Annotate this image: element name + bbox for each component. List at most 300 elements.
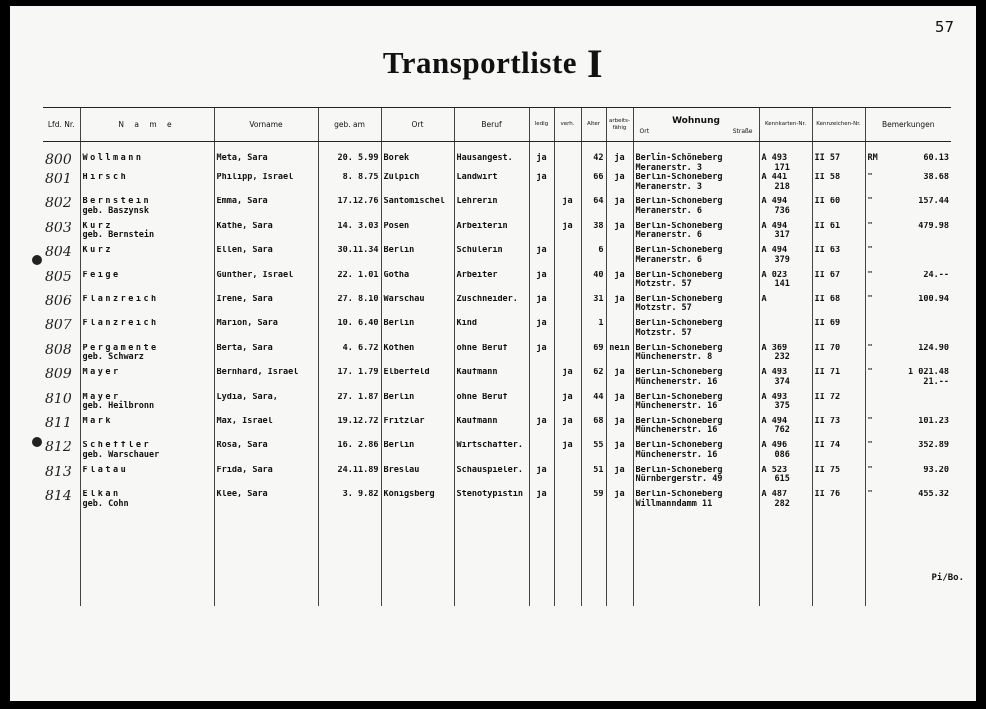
remark-amount: 479.98 bbox=[918, 221, 949, 231]
cell-arbeitsfaehig bbox=[606, 246, 633, 270]
cell-wohnung bbox=[633, 173, 759, 197]
cell-verh: ja bbox=[554, 393, 581, 417]
remark-amount: 100.94 bbox=[918, 294, 949, 304]
cell-vorname: Meta, Sara bbox=[214, 142, 318, 174]
cell-name bbox=[80, 271, 214, 295]
cell-vorname: Philipp, Israel bbox=[214, 173, 318, 197]
cell-vorname: Marion, Sara bbox=[214, 319, 318, 343]
remark-mark: " bbox=[867, 416, 873, 426]
wohnung-strasse: Münchenerstr. 8 bbox=[635, 352, 713, 363]
cell-vorname: Emma, Sara bbox=[214, 197, 318, 221]
remark-amount: 24.-- bbox=[923, 270, 949, 280]
cell-verh bbox=[554, 295, 581, 319]
wohnung-ort: Berlin-Schöneberg bbox=[635, 153, 723, 163]
cell-ledig bbox=[529, 197, 554, 221]
header-nr: Lfd. Nr. bbox=[43, 108, 80, 142]
cell-vorname: Rosa, Sara bbox=[214, 441, 318, 465]
cell-arbeitsfaehig: ja bbox=[606, 417, 633, 441]
row-number: 807 bbox=[45, 319, 72, 334]
cell-verh bbox=[554, 466, 581, 490]
surname: Wollmann bbox=[82, 153, 144, 163]
cell-bemerkungen bbox=[865, 441, 951, 465]
cell-beruf: Landwirt bbox=[454, 173, 529, 197]
kennkarte-line1: A 369 bbox=[761, 343, 788, 353]
cell-beruf: Wirtschafter. bbox=[454, 441, 529, 465]
wohnung-strasse: Meranerstr. 6 bbox=[635, 254, 703, 265]
cell-kennzeichen: II 75 bbox=[812, 466, 865, 490]
cell-alter: 59 bbox=[581, 490, 606, 514]
empty-cell bbox=[812, 514, 865, 606]
surname: Kurz bbox=[82, 221, 113, 231]
cell-wohnung bbox=[633, 295, 759, 319]
cell-name bbox=[80, 173, 214, 197]
cell-beruf: ohne Beruf bbox=[454, 344, 529, 368]
wohnung-strasse: Münchenerstr. 16 bbox=[635, 425, 718, 436]
title-numeral: I bbox=[587, 41, 604, 86]
cell-verh: ja bbox=[554, 417, 581, 441]
cell-arbeitsfaehig: ja bbox=[606, 222, 633, 246]
cell-beruf: Kind bbox=[454, 319, 529, 343]
row-number: 810 bbox=[45, 392, 72, 407]
remark-mark: " bbox=[867, 441, 873, 451]
wohnung-strasse: Motzstr. 57 bbox=[635, 303, 692, 314]
cell-bemerkungen bbox=[865, 222, 951, 246]
cell-ort: Königsberg bbox=[381, 490, 454, 514]
cell-wohnung bbox=[633, 142, 759, 174]
remark-amount-wrap bbox=[908, 368, 949, 387]
empty-table-area bbox=[43, 514, 951, 606]
cell-geb: 16. 2.86 bbox=[318, 441, 381, 465]
row-number: 805 bbox=[45, 270, 72, 285]
cell-ledig: ja bbox=[529, 246, 554, 270]
header-geb: geb. am bbox=[318, 108, 381, 142]
remark-mark: " bbox=[867, 294, 873, 304]
cell-kennzeichen: II 73 bbox=[812, 417, 865, 441]
header-wohnung-ort: Ort bbox=[639, 128, 650, 135]
wohnung-ort: Berlin-Schöneberg bbox=[635, 490, 723, 500]
cell-geb: 24.11.89 bbox=[318, 466, 381, 490]
cell-name bbox=[80, 197, 214, 221]
cell-kennkarte bbox=[759, 295, 812, 319]
remark-amount: 455.32 bbox=[918, 490, 949, 500]
wohnung-strasse: Münchenerstr. 16 bbox=[635, 449, 718, 460]
kennkarte-line1: A 493 bbox=[761, 153, 788, 163]
header-ledig: ledig bbox=[529, 108, 554, 142]
cell-bemerkungen bbox=[865, 466, 951, 490]
empty-cell bbox=[633, 514, 759, 606]
empty-cell bbox=[454, 514, 529, 606]
cell-vorname: Lydia, Sara, bbox=[214, 393, 318, 417]
kennkarte-line1: A 023 bbox=[761, 270, 788, 280]
cell-wohnung bbox=[633, 441, 759, 465]
surname: Mayer bbox=[82, 392, 121, 402]
cell-beruf: Schauspieler. bbox=[454, 466, 529, 490]
empty-cell bbox=[606, 514, 633, 606]
header-beruf: Beruf bbox=[454, 108, 529, 142]
kennkarte-line2: 615 bbox=[774, 474, 790, 485]
remark-amount: 352.89 bbox=[918, 441, 949, 451]
kennkarte-line2: 762 bbox=[774, 425, 790, 436]
wohnung-ort: Berlin-Schöneberg bbox=[635, 246, 723, 256]
table-row bbox=[43, 197, 951, 221]
cell-ort: Fritzlar bbox=[381, 417, 454, 441]
wohnung-ort: Berlin-Schöneberg bbox=[635, 465, 723, 475]
remark-mark: " bbox=[867, 270, 873, 280]
cell-alter: 38 bbox=[581, 222, 606, 246]
cell-name bbox=[80, 466, 214, 490]
empty-cell bbox=[318, 514, 381, 606]
remark-amount-wrap bbox=[918, 222, 949, 232]
remark-mark: " bbox=[867, 197, 873, 207]
empty-cell bbox=[554, 514, 581, 606]
cell-verh bbox=[554, 490, 581, 514]
wohnung-ort: Berlin-Schöneberg bbox=[635, 392, 723, 402]
cell-geb: 17. 1.79 bbox=[318, 368, 381, 392]
cell-bemerkungen bbox=[865, 393, 951, 417]
row-number: 802 bbox=[45, 197, 72, 212]
cell-vorname: Frida, Sara bbox=[214, 466, 318, 490]
cell-name bbox=[80, 222, 214, 246]
page-title bbox=[10, 40, 976, 87]
wohnung-strasse: Motzstr. 57 bbox=[635, 327, 692, 338]
cell-ledig: ja bbox=[529, 271, 554, 295]
wohnung-ort: Berlin-Schöneberg bbox=[635, 368, 723, 378]
table-row bbox=[43, 246, 951, 270]
cell-nr bbox=[43, 222, 80, 246]
remark-amount-wrap bbox=[918, 197, 949, 207]
cell-bemerkungen bbox=[865, 142, 951, 174]
cell-kennkarte bbox=[759, 368, 812, 392]
cell-bemerkungen bbox=[865, 173, 951, 197]
cell-verh: ja bbox=[554, 441, 581, 465]
kennkarte-line2: 086 bbox=[774, 449, 790, 460]
wohnung-ort: Berlin-Schöneberg bbox=[635, 319, 723, 329]
cell-ledig bbox=[529, 441, 554, 465]
cell-nr bbox=[43, 246, 80, 270]
cell-geb: 14. 3.03 bbox=[318, 222, 381, 246]
wohnung-strasse: Münchenerstr. 16 bbox=[635, 401, 718, 412]
birth-name: geb. Schwarz bbox=[82, 352, 144, 363]
row-number: 811 bbox=[45, 416, 72, 431]
cell-ort: Berlin bbox=[381, 441, 454, 465]
cell-wohnung bbox=[633, 490, 759, 514]
table-row bbox=[43, 441, 951, 465]
cell-wohnung bbox=[633, 197, 759, 221]
remark-mark: RM bbox=[867, 153, 878, 163]
surname: Flanzreich bbox=[82, 319, 159, 329]
kennkarte-line1: A 494 bbox=[761, 246, 788, 256]
cell-beruf: Kaufmann bbox=[454, 417, 529, 441]
cell-geb: 27. 8.10 bbox=[318, 295, 381, 319]
cell-kennkarte bbox=[759, 246, 812, 270]
remark-amount: 101.23 bbox=[918, 416, 949, 426]
empty-cell bbox=[80, 514, 214, 606]
punch-hole-mark bbox=[32, 255, 42, 265]
cell-ort: Berlin bbox=[381, 319, 454, 343]
cell-ort: Köthen bbox=[381, 344, 454, 368]
cell-name bbox=[80, 441, 214, 465]
cell-nr bbox=[43, 490, 80, 514]
cell-nr bbox=[43, 173, 80, 197]
wohnung-ort: Berlin-Schöneberg bbox=[635, 294, 723, 304]
wohnung-strasse: Motzstr. 57 bbox=[635, 279, 692, 290]
table-header bbox=[43, 108, 951, 142]
header-bemerkungen: Bemerkungen bbox=[865, 108, 951, 142]
cell-alter: 55 bbox=[581, 441, 606, 465]
cell-vorname: Klee, Sara bbox=[214, 490, 318, 514]
header-verh: verh. bbox=[554, 108, 581, 142]
cell-wohnung bbox=[633, 368, 759, 392]
cell-kennkarte bbox=[759, 142, 812, 174]
cell-ledig: ja bbox=[529, 295, 554, 319]
cell-nr bbox=[43, 295, 80, 319]
cell-bemerkungen bbox=[865, 197, 951, 221]
cell-alter: 66 bbox=[581, 173, 606, 197]
cell-wohnung bbox=[633, 393, 759, 417]
cell-verh: ja bbox=[554, 222, 581, 246]
cell-arbeitsfaehig: ja bbox=[606, 441, 633, 465]
header-ort: Ort bbox=[381, 108, 454, 142]
remark-amount-2: 21.-- bbox=[923, 376, 949, 387]
cell-vorname: Irene, Sara bbox=[214, 295, 318, 319]
cell-ledig bbox=[529, 368, 554, 392]
kennkarte-line2: 218 bbox=[774, 181, 790, 192]
cell-vorname: Käthe, Sara bbox=[214, 222, 318, 246]
cell-alter: 31 bbox=[581, 295, 606, 319]
cell-wohnung bbox=[633, 344, 759, 368]
header-kennkarten: Kennkarten-Nr. bbox=[759, 108, 812, 142]
cell-beruf: Stenotypistin bbox=[454, 490, 529, 514]
cell-arbeitsfaehig: nein bbox=[606, 344, 633, 368]
wohnung-ort: Berlin-Schöneberg bbox=[635, 173, 723, 182]
surname: Feige bbox=[82, 270, 121, 280]
kennkarte-line1: A bbox=[761, 294, 767, 304]
kennkarte-line1: A 496 bbox=[761, 441, 788, 451]
cell-ort: Berlin bbox=[381, 393, 454, 417]
remark-amount: 93.20 bbox=[923, 465, 949, 475]
kennkarte-line1: A 441 bbox=[761, 173, 788, 182]
table-row bbox=[43, 173, 951, 197]
cell-wohnung bbox=[633, 319, 759, 343]
cell-alter: 1 bbox=[581, 319, 606, 343]
table-row bbox=[43, 222, 951, 246]
wohnung-ort: Berlin-Schöneberg bbox=[635, 221, 723, 231]
empty-cell bbox=[529, 514, 554, 606]
wohnung-ort: Berlin-Schöneberg bbox=[635, 197, 723, 207]
cell-alter: 40 bbox=[581, 271, 606, 295]
cell-nr bbox=[43, 441, 80, 465]
header-alter: Alter bbox=[581, 108, 606, 142]
wohnung-ort: Berlin-Schöneberg bbox=[635, 343, 723, 353]
remark-mark: " bbox=[867, 490, 873, 500]
table-row bbox=[43, 368, 951, 392]
kennkarte-line1: A 494 bbox=[761, 221, 788, 231]
row-number: 808 bbox=[45, 343, 72, 358]
empty-cell bbox=[759, 514, 812, 606]
transport-table bbox=[43, 107, 951, 606]
cell-arbeitsfaehig: ja bbox=[606, 295, 633, 319]
cell-nr bbox=[43, 271, 80, 295]
cell-name bbox=[80, 368, 214, 392]
surname: Mayer bbox=[82, 368, 121, 378]
surname: Mark bbox=[82, 416, 113, 426]
cell-kennkarte bbox=[759, 466, 812, 490]
cell-kennkarte bbox=[759, 417, 812, 441]
cell-vorname: Berta, Sara bbox=[214, 344, 318, 368]
wohnung-ort: Berlin-Schöneberg bbox=[635, 441, 723, 451]
cell-geb: 27. 1.87 bbox=[318, 393, 381, 417]
cell-nr bbox=[43, 319, 80, 343]
cell-alter: 68 bbox=[581, 417, 606, 441]
kennkarte-line1: A 523 bbox=[761, 465, 788, 475]
cell-bemerkungen bbox=[865, 246, 951, 270]
remark-amount-wrap bbox=[918, 417, 949, 427]
cell-kennzeichen: II 61 bbox=[812, 222, 865, 246]
cell-kennkarte bbox=[759, 271, 812, 295]
kennkarte-line2: 171 bbox=[774, 162, 790, 173]
header-kennzeichen: Kennzeichen-Nr. bbox=[812, 108, 865, 142]
kennkarte-line2: 736 bbox=[774, 205, 790, 216]
cell-geb: 19.12.72 bbox=[318, 417, 381, 441]
row-number: 803 bbox=[45, 221, 72, 236]
cell-ledig: ja bbox=[529, 490, 554, 514]
cell-arbeitsfaehig: ja bbox=[606, 173, 633, 197]
cell-nr bbox=[43, 417, 80, 441]
cell-ledig: ja bbox=[529, 173, 554, 197]
cell-arbeitsfaehig: ja bbox=[606, 142, 633, 174]
remark-mark: " bbox=[867, 343, 873, 353]
remark-mark: " bbox=[867, 465, 873, 475]
cell-vorname: Ellen, Sara bbox=[214, 246, 318, 270]
cell-geb: 4. 6.72 bbox=[318, 344, 381, 368]
surname: Hirsch bbox=[82, 173, 129, 182]
cell-name bbox=[80, 295, 214, 319]
cell-kennkarte bbox=[759, 173, 812, 197]
cell-kennzeichen: II 72 bbox=[812, 393, 865, 417]
kennkarte-line2: 374 bbox=[774, 376, 790, 387]
table-row bbox=[43, 466, 951, 490]
cell-name bbox=[80, 246, 214, 270]
remark-amount-wrap bbox=[918, 344, 949, 354]
cell-kennkarte bbox=[759, 197, 812, 221]
cell-kennzeichen: II 57 bbox=[812, 142, 865, 174]
wohnung-strasse: Meranerstr. 6 bbox=[635, 205, 703, 216]
cell-verh bbox=[554, 344, 581, 368]
cell-bemerkungen bbox=[865, 271, 951, 295]
row-number: 804 bbox=[45, 246, 72, 261]
cell-kennzeichen: II 63 bbox=[812, 246, 865, 270]
cell-ort: Elberfeld bbox=[381, 368, 454, 392]
birth-name: geb. Warschauer bbox=[82, 449, 160, 460]
cell-verh: ja bbox=[554, 197, 581, 221]
cell-geb: 20. 5.99 bbox=[318, 142, 381, 174]
cell-nr bbox=[43, 197, 80, 221]
birth-name: geb. Bernstein bbox=[82, 230, 155, 241]
cell-nr bbox=[43, 393, 80, 417]
cell-kennzeichen: II 68 bbox=[812, 295, 865, 319]
table-row bbox=[43, 295, 951, 319]
kennkarte-line2: 141 bbox=[774, 279, 790, 290]
birth-name: geb. Heilbronn bbox=[82, 401, 155, 412]
surname: Bernstein bbox=[82, 197, 152, 207]
table-row bbox=[43, 417, 951, 441]
surname: Pergamente bbox=[82, 343, 159, 353]
empty-cell bbox=[581, 514, 606, 606]
header-name: N a m e bbox=[80, 108, 214, 142]
row-number: 801 bbox=[45, 173, 72, 187]
cell-arbeitsfaehig bbox=[606, 319, 633, 343]
cell-geb: 3. 9.82 bbox=[318, 490, 381, 514]
cell-nr bbox=[43, 344, 80, 368]
cell-geb: 22. 1.01 bbox=[318, 271, 381, 295]
cell-ort: Posen bbox=[381, 222, 454, 246]
cell-beruf: ohne Beruf bbox=[454, 393, 529, 417]
table-row bbox=[43, 271, 951, 295]
cell-nr bbox=[43, 466, 80, 490]
title-text: Transportliste bbox=[382, 45, 578, 80]
cell-name bbox=[80, 490, 214, 514]
cell-kennzeichen: II 71 bbox=[812, 368, 865, 392]
kennkarte-line2: 232 bbox=[774, 352, 790, 363]
cell-name bbox=[80, 417, 214, 441]
cell-kennkarte bbox=[759, 222, 812, 246]
cell-verh bbox=[554, 271, 581, 295]
remark-mark: " bbox=[867, 246, 873, 256]
remark-amount-wrap bbox=[918, 441, 949, 451]
remark-amount-wrap bbox=[918, 490, 949, 500]
table-row bbox=[43, 393, 951, 417]
cell-alter: 42 bbox=[581, 142, 606, 174]
cell-alter: 69 bbox=[581, 344, 606, 368]
wohnung-strasse: Meranerstr. 3 bbox=[635, 162, 703, 173]
cell-nr bbox=[43, 142, 80, 174]
cell-ledig bbox=[529, 222, 554, 246]
punch-hole-mark bbox=[32, 437, 42, 447]
header-vorname: Vorname bbox=[214, 108, 318, 142]
remark-amount: 124.90 bbox=[918, 343, 949, 353]
cell-alter: 64 bbox=[581, 197, 606, 221]
surname: Flanzreich bbox=[82, 294, 159, 304]
cell-arbeitsfaehig: ja bbox=[606, 490, 633, 514]
cell-bemerkungen bbox=[865, 319, 951, 343]
cell-name bbox=[80, 393, 214, 417]
birth-name: geb. Cohn bbox=[82, 498, 129, 509]
empty-cell bbox=[381, 514, 454, 606]
cell-ledig: ja bbox=[529, 344, 554, 368]
cell-bemerkungen bbox=[865, 368, 951, 392]
remark-amount-wrap bbox=[923, 271, 949, 281]
empty-cell bbox=[43, 514, 80, 606]
remark-amount-wrap bbox=[923, 173, 949, 183]
kennkarte-line1: A 494 bbox=[761, 197, 788, 207]
wohnung-strasse: Meranerstr. 3 bbox=[635, 181, 703, 192]
cell-ort: Borek bbox=[381, 142, 454, 174]
kennkarte-line2: 282 bbox=[774, 498, 790, 509]
cell-kennzeichen: II 58 bbox=[812, 173, 865, 197]
remark-amount: 38.68 bbox=[923, 173, 949, 182]
cell-geb: 8. 8.75 bbox=[318, 173, 381, 197]
row-number: 813 bbox=[45, 465, 72, 480]
row-number: 812 bbox=[45, 441, 72, 456]
cell-bemerkungen bbox=[865, 490, 951, 514]
cell-kennzeichen: II 74 bbox=[812, 441, 865, 465]
wohnung-ort: Berlin-Schöneberg bbox=[635, 416, 723, 426]
remark-amount-wrap bbox=[923, 154, 949, 164]
cell-beruf: Schülerin bbox=[454, 246, 529, 270]
wohnung-strasse: Willmanndamm 11 bbox=[635, 498, 713, 509]
cell-arbeitsfaehig: ja bbox=[606, 197, 633, 221]
cell-arbeitsfaehig: ja bbox=[606, 393, 633, 417]
